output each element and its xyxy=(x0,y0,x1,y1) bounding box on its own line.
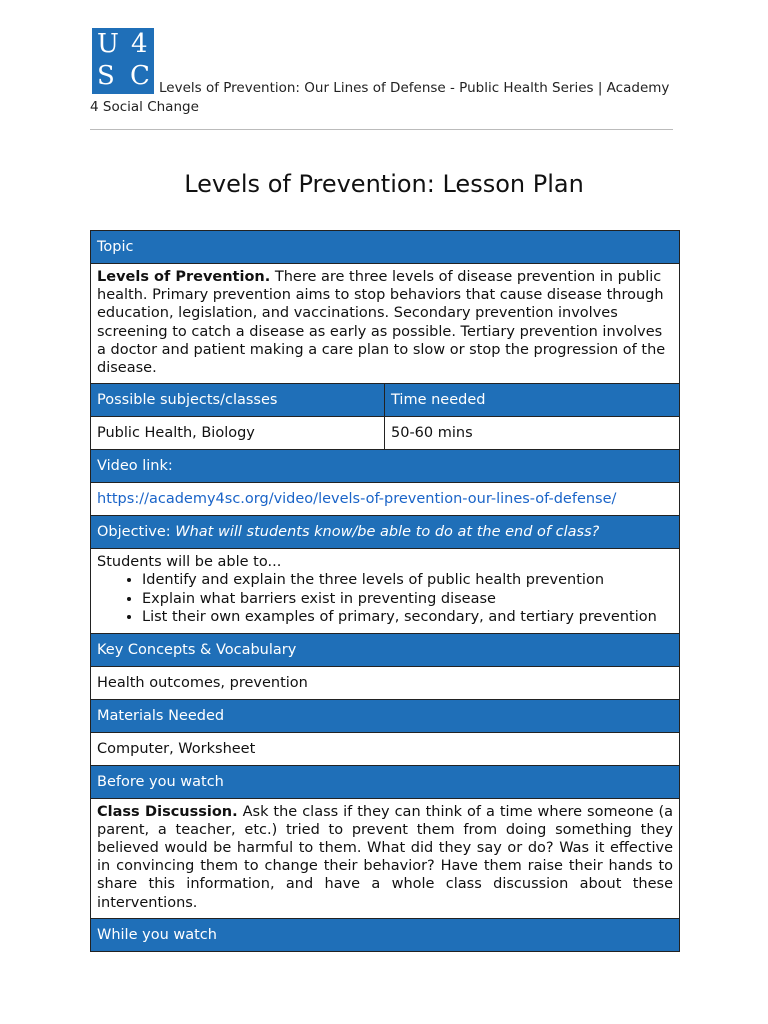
lesson-plan-table xyxy=(90,230,680,952)
subjects-value: Public Health, Biology xyxy=(91,417,385,450)
topic-bold: Levels of Prevention. xyxy=(97,269,271,285)
objective-heading xyxy=(91,516,680,549)
while-heading: While you watch xyxy=(91,918,680,951)
logo-letter: U xyxy=(97,29,119,59)
objective-intro: Students will be able to... xyxy=(97,554,282,571)
topic-heading: Topic xyxy=(91,231,680,264)
topic-text: There are three levels of disease prevention in public health. Primary prevention aims to stop behaviors that cause disease through education, legislation, and vaccinations. Secondary prevention involves screening to catch a disease as early as possible. Tertiary prevention involves a doctor and patient making a care plan to slow or stop the progression of the disease. xyxy=(97,269,666,377)
before-description xyxy=(91,798,680,918)
objective-question: What will students know/be able to do at the end of class? xyxy=(175,524,600,541)
materials-value: Computer, Worksheet xyxy=(91,732,680,765)
subjects-heading: Possible subjects/classes xyxy=(91,384,385,417)
video-link[interactable]: https://academy4sc.org/video/levels-of-prevention-our-lines-of-defense/ xyxy=(97,491,617,508)
objective-body xyxy=(91,549,680,633)
logo-letter: C xyxy=(130,61,150,91)
header-divider xyxy=(90,129,673,130)
objective-list xyxy=(97,571,673,626)
list-item: • Identify and explain the three levels of public health prevention xyxy=(142,571,673,589)
list-item: • Explain what barriers exist in preventing disease xyxy=(142,590,673,608)
video-heading: Video link: xyxy=(91,450,680,483)
page-title: Levels of Prevention: Lesson Plan xyxy=(184,170,584,198)
time-heading: Time needed xyxy=(385,384,680,417)
time-value: 50-60 mins xyxy=(385,417,680,450)
concepts-value: Health outcomes, prevention xyxy=(91,666,680,699)
before-heading: Before you watch xyxy=(91,765,680,798)
topic-description xyxy=(91,264,680,384)
document-header: Levels of Prevention: Our Lines of Defense - Public Health Series | Academy 4 Social Change xyxy=(90,80,670,115)
before-text: Ask the class if they can think of a time where someone (a parent, a teacher, etc.) tried to prevent them from doing something they believed would be harmful to them. What did they say or do? Was it effective in convincing them to change their behavior? Have them raise their hands to share this information, and have a whole class discussion about these interventions. xyxy=(97,803,674,911)
before-bold: Class Discussion. xyxy=(97,803,238,820)
materials-heading: Materials Needed xyxy=(91,699,680,732)
video-cell xyxy=(91,483,680,516)
objective-label: Objective: xyxy=(97,524,171,541)
concepts-heading: Key Concepts & Vocabulary xyxy=(91,633,680,666)
list-item: • List their own examples of primary, secondary, and tertiary prevention xyxy=(142,608,673,626)
logo-letter: 4 xyxy=(131,29,148,59)
logo-letter: S xyxy=(97,61,115,91)
